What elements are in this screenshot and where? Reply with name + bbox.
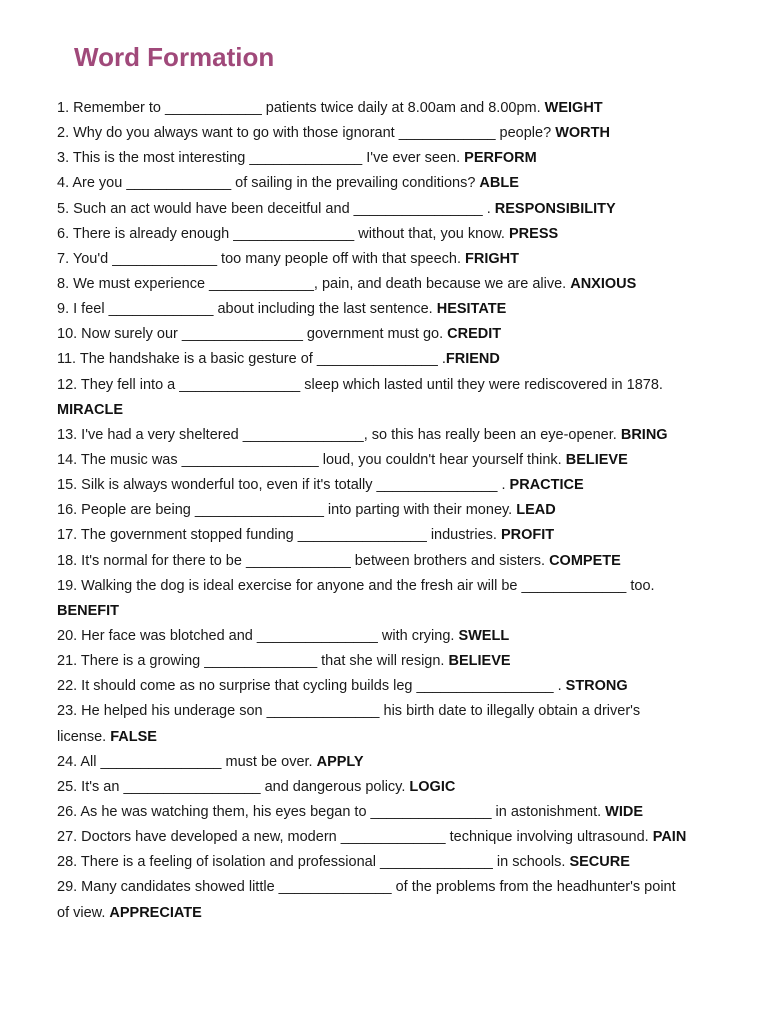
question-text: 16. People are being ________________ into parting with their money. xyxy=(57,502,517,519)
question-text: 8. We must experience _____________, pain, and death because we are alive. xyxy=(57,275,571,292)
question-line xyxy=(57,523,747,548)
question-line xyxy=(57,146,747,171)
question-line xyxy=(57,674,747,699)
keyword: BELIEVE xyxy=(565,451,628,468)
keyword: PRACTICE xyxy=(509,477,584,494)
question-line xyxy=(57,725,747,750)
question-line xyxy=(57,272,747,297)
question-line xyxy=(57,322,747,347)
question-line xyxy=(57,850,747,875)
keyword: WEIGHT xyxy=(544,100,603,116)
question-line xyxy=(57,423,747,448)
question-line xyxy=(57,750,747,775)
keyword: WIDE xyxy=(605,803,644,820)
question-text: 27. Doctors have developed a new, modern _____________ technique involving ultrasound. xyxy=(57,829,653,846)
keyword: APPRECIATE xyxy=(109,904,202,921)
question-line xyxy=(57,398,747,423)
question-text: 4. Are you _____________ of sailing in the prevailing conditions? xyxy=(57,175,480,192)
keyword: ANXIOUS xyxy=(570,275,637,292)
question-line xyxy=(57,875,747,900)
keyword: FRIGHT xyxy=(465,250,519,267)
question-text: 29. Many candidates showed little ______________ of the problems from the headhunter's point xyxy=(57,879,676,896)
question-text: 17. The government stopped funding ________________ industries. xyxy=(57,527,501,544)
question-text: 5. Such an act would have been deceitful and ________________ . xyxy=(57,200,495,217)
question-line xyxy=(57,699,747,724)
question-text: 7. You'd _____________ too many people off with that speech. xyxy=(57,250,466,267)
keyword: CREDIT xyxy=(447,326,502,343)
question-text: 10. Now surely our _______________ government must go. xyxy=(57,326,448,343)
question-line xyxy=(57,473,747,498)
question-text: 25. It's an _________________ and dangerous policy. xyxy=(57,778,410,795)
question-text: of view. xyxy=(57,904,110,921)
keyword: MIRACLE xyxy=(57,401,124,418)
keyword: ABLE xyxy=(479,175,519,192)
question-text: 26. As he was watching them, his eyes began to _______________ in astonishment. xyxy=(57,803,606,820)
keyword: PRESS xyxy=(509,225,559,242)
question-text: 23. He helped his underage son ______________ his birth date to illegally obtain a driver's xyxy=(57,703,641,720)
question-line xyxy=(57,498,747,523)
question-text: 14. The music was _________________ loud, you couldn't hear yourself think. xyxy=(57,451,566,468)
question-line xyxy=(57,121,747,146)
question-line xyxy=(57,599,747,624)
question-line xyxy=(57,901,747,926)
keyword: SECURE xyxy=(569,854,630,871)
keyword: WORTH xyxy=(555,125,610,142)
keyword: RESPONSIBILITY xyxy=(494,200,616,217)
keyword: SWELL xyxy=(458,627,510,644)
question-line xyxy=(57,775,747,800)
question-text: 20. Her face was blotched and _______________ with crying. xyxy=(57,627,459,644)
question-text: license. xyxy=(57,728,111,745)
question-line xyxy=(57,574,747,599)
keyword: STRONG xyxy=(565,678,628,695)
question-line xyxy=(57,197,747,222)
question-text: 6. There is already enough _______________ without that, you know. xyxy=(57,225,509,242)
question-text: 3. This is the most interesting ______________ I've ever seen. xyxy=(57,150,465,167)
question-line xyxy=(57,549,747,574)
question-line xyxy=(57,825,747,850)
question-line xyxy=(57,247,747,272)
keyword: FRIEND xyxy=(445,351,500,368)
question-text: 11. The handshake is a basic gesture of _______________ . xyxy=(57,351,446,368)
keyword: APPLY xyxy=(316,753,364,770)
keyword: FALSE xyxy=(110,728,157,745)
keyword: PROFIT xyxy=(500,527,555,544)
question-line xyxy=(57,96,747,121)
keyword: HESITATE xyxy=(436,301,507,318)
question-text: 9. I feel _____________ about including the last sentence. xyxy=(57,301,437,318)
question-text: 19. Walking the dog is ideal exercise for anyone and the fresh air will be _____________ too. xyxy=(57,577,655,594)
keyword: LOGIC xyxy=(409,778,456,795)
question-text: 1. Remember to ____________ patients twice daily at 8.00am and 8.00pm. xyxy=(57,100,545,116)
question-line xyxy=(57,448,747,473)
keyword: BENEFIT xyxy=(57,602,120,619)
question-text: 2. Why do you always want to go with those ignorant ____________ people? xyxy=(57,125,556,142)
question-text: 12. They fell into a _______________ sleep which lasted until they were rediscovered in 1878. xyxy=(57,376,663,393)
question-text: 21. There is a growing ______________ that she will resign. xyxy=(57,653,449,670)
question-text: 18. It's normal for there to be _____________ between brothers and sisters. xyxy=(57,552,550,569)
question-line xyxy=(57,649,747,674)
keyword: BRING xyxy=(620,426,668,443)
question-text: 24. All _______________ must be over. xyxy=(57,753,317,770)
question-text: 15. Silk is always wonderful too, even if it's totally _______________ . xyxy=(57,477,510,494)
keyword: LEAD xyxy=(516,502,556,519)
question-text: 22. It should come as no surprise that cycling builds leg _________________ . xyxy=(57,678,566,695)
question-line xyxy=(57,222,747,247)
question-line xyxy=(57,297,747,322)
keyword: PERFORM xyxy=(464,150,537,167)
page-title: Word Formation xyxy=(74,42,275,72)
question-list xyxy=(57,96,747,926)
question-line xyxy=(57,347,747,372)
question-line xyxy=(57,624,747,649)
keyword: BELIEVE xyxy=(448,653,511,670)
question-text: 28. There is a feeling of isolation and professional ______________ in schools. xyxy=(57,854,570,871)
question-text: 13. I've had a very sheltered _______________, so this has really been an eye-opener. xyxy=(57,426,621,443)
question-line xyxy=(57,800,747,825)
keyword: COMPETE xyxy=(549,552,621,569)
question-line xyxy=(57,171,747,196)
keyword: PAIN xyxy=(652,829,687,846)
question-line xyxy=(57,373,747,398)
